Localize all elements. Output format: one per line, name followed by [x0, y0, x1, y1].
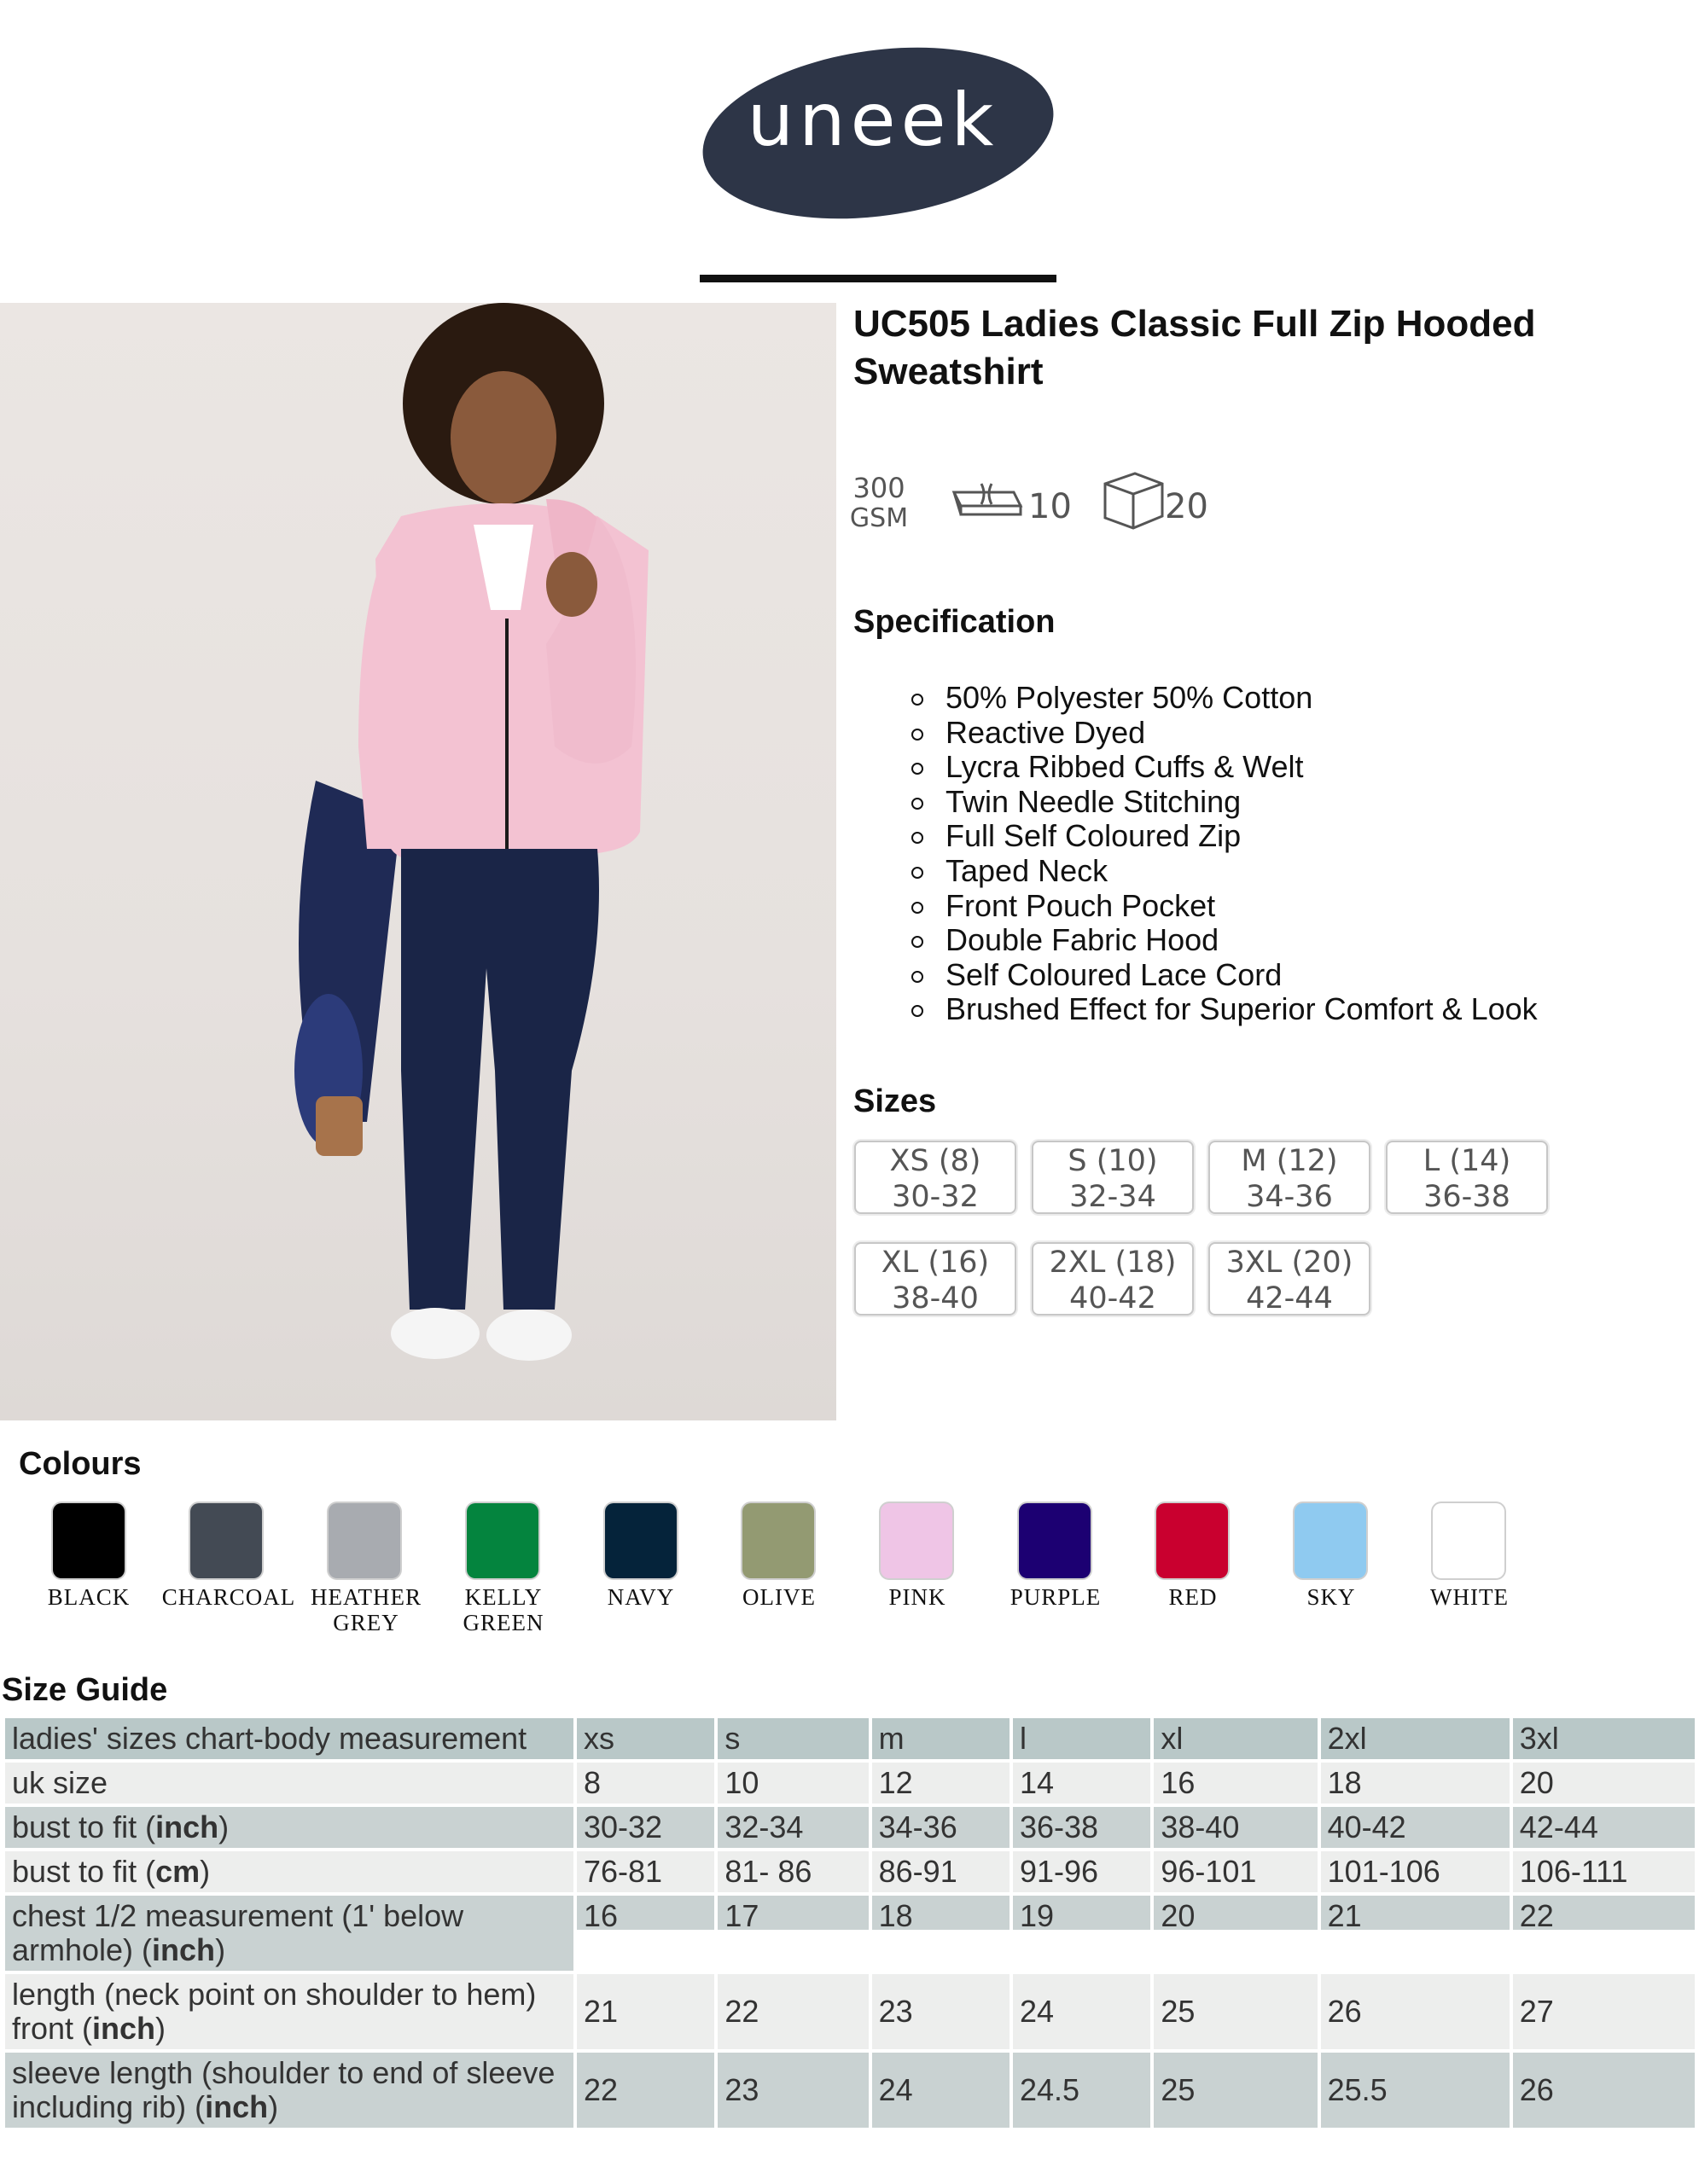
- table-cell: 24.5: [1013, 2053, 1150, 2128]
- spec-item: Self Coloured Lace Cord: [911, 958, 1538, 993]
- spec-item: 50% Polyester 50% Cotton: [911, 681, 1538, 716]
- table-cell: 20: [1154, 1896, 1317, 1971]
- size-range: 30-32: [892, 1180, 979, 1214]
- size-chip-3xl[interactable]: [1208, 1242, 1370, 1316]
- size-chip-s[interactable]: [1032, 1141, 1194, 1214]
- logo-text: uneek: [747, 78, 999, 163]
- table-cell: 14: [1013, 1763, 1150, 1804]
- product-title: UC505 Ladies Classic Full Zip Hooded Sweatshirt: [853, 303, 1536, 392]
- table-cell: 81- 86: [718, 1851, 868, 1892]
- swatch-label: NAVY: [607, 1584, 675, 1610]
- table-cell: 96-101: [1154, 1851, 1317, 1892]
- swatch-label: OLIVE: [742, 1584, 816, 1610]
- swatch-label: WHITE: [1430, 1584, 1509, 1610]
- size-label: M (12): [1241, 1144, 1338, 1178]
- table-row: [5, 1763, 1695, 1804]
- spec-item: Brushed Effect for Superior Comfort & Look: [911, 992, 1538, 1027]
- box-qty: 20: [1165, 487, 1208, 526]
- model-illustration: [0, 303, 836, 1420]
- swatch-pink[interactable]: [881, 1503, 952, 1578]
- sizes-heading: Sizes: [853, 1083, 937, 1119]
- spec-item: Front Pouch Pocket: [911, 889, 1538, 924]
- table-cell: 86-91: [872, 1851, 1010, 1892]
- table-cell: 25: [1154, 2053, 1317, 2128]
- size-range: 38-40: [892, 1281, 979, 1316]
- pack-icon: [954, 484, 1021, 514]
- size-chip-2xl[interactable]: [1032, 1242, 1194, 1316]
- table-header-cell: s: [718, 1718, 868, 1759]
- table-cell: 20: [1513, 1763, 1695, 1804]
- table-header-cell: m: [872, 1718, 1010, 1759]
- size-guide-heading: Size Guide: [2, 1672, 168, 1708]
- specification-list: [911, 681, 1538, 1027]
- swatch-kelly-green[interactable]: [467, 1503, 538, 1578]
- table-cell: 18: [1321, 1763, 1510, 1804]
- table-cell: 38-40: [1154, 1807, 1317, 1848]
- table-cell: 24: [872, 2053, 1010, 2128]
- pack-info: [849, 465, 1220, 533]
- swatch-white[interactable]: [1433, 1503, 1504, 1578]
- table-cell: 40-42: [1321, 1807, 1510, 1848]
- table-cell: 42-44: [1513, 1807, 1695, 1848]
- table-cell: 32-34: [718, 1807, 868, 1848]
- gsm-unit: GSM: [849, 503, 909, 533]
- size-label: XS (8): [889, 1144, 981, 1178]
- table-row: [5, 1807, 1695, 1848]
- table-cell: 26: [1513, 2053, 1695, 2128]
- table-header-row: [5, 1718, 1695, 1759]
- spec-item: Full Self Coloured Zip: [911, 819, 1538, 854]
- table-cell: 24: [1013, 1974, 1150, 2049]
- table-cell: 16: [577, 1896, 714, 1971]
- table-row: [5, 2053, 1695, 2128]
- row-label: bust to fit (inch): [5, 1807, 573, 1848]
- table-cell: 25.5: [1321, 2053, 1510, 2128]
- row-label: length (neck point on shoulder to hem) front (inch): [5, 1974, 573, 2049]
- size-label: XL (16): [881, 1246, 990, 1280]
- table-cell: 22: [1513, 1896, 1695, 1971]
- table-header-cell: ladies' sizes chart-body measurement: [5, 1718, 573, 1759]
- table-row: [5, 1974, 1695, 2049]
- swatch-label: HEATHER GREY: [311, 1584, 422, 1635]
- table-cell: 16: [1154, 1763, 1317, 1804]
- size-chip-l[interactable]: [1386, 1141, 1548, 1214]
- table-cell: 76-81: [577, 1851, 714, 1892]
- table-header-cell: 2xl: [1321, 1718, 1510, 1759]
- row-label: uk size: [5, 1763, 573, 1804]
- size-chip-m[interactable]: [1208, 1141, 1370, 1214]
- table-cell: 91-96: [1013, 1851, 1150, 1892]
- swatch-label: RED: [1168, 1584, 1218, 1610]
- swatch-sky[interactable]: [1295, 1503, 1366, 1578]
- table-cell: 22: [718, 1974, 868, 2049]
- uneek-logo: [698, 34, 1058, 220]
- logo-underline: [700, 275, 1056, 282]
- box-icon: [1105, 473, 1162, 528]
- table-cell: 18: [872, 1896, 1010, 1971]
- swatch-olive[interactable]: [742, 1503, 814, 1578]
- swatch-label: PURPLE: [1010, 1584, 1102, 1610]
- swatch-label: CHARCOAL: [161, 1584, 296, 1610]
- size-label: S (10): [1068, 1144, 1158, 1178]
- table-cell: 23: [872, 1974, 1010, 2049]
- table-row: [5, 1896, 1695, 1971]
- table-row: [5, 1851, 1695, 1892]
- swatch-purple[interactable]: [1019, 1503, 1091, 1578]
- table-cell: 22: [577, 2053, 714, 2128]
- table-header-cell: xs: [577, 1718, 714, 1759]
- table-cell: 10: [718, 1763, 868, 1804]
- gsm-value: 300: [852, 472, 905, 504]
- size-guide-table: [2, 1715, 1698, 2131]
- size-chip-xl[interactable]: [854, 1242, 1016, 1316]
- row-label: sleeve length (shoulder to end of sleeve including rib) (inch): [5, 2053, 573, 2128]
- table-cell: 27: [1513, 1974, 1695, 2049]
- specification-heading: Specification: [853, 604, 1056, 640]
- table-cell: 36-38: [1013, 1807, 1150, 1848]
- swatch-label: BLACK: [47, 1584, 131, 1610]
- table-header-cell: xl: [1154, 1718, 1317, 1759]
- spec-item: Reactive Dyed: [911, 716, 1538, 751]
- swatch-label: PINK: [888, 1584, 946, 1610]
- size-label: 2XL (18): [1049, 1246, 1177, 1280]
- swatch-navy[interactable]: [605, 1503, 677, 1578]
- swatch-red[interactable]: [1156, 1503, 1228, 1578]
- table-cell: 21: [1321, 1896, 1510, 1971]
- swatch-heather-grey[interactable]: [329, 1503, 400, 1578]
- swatch-label: SKY: [1306, 1584, 1356, 1610]
- table-cell: 23: [718, 2053, 868, 2128]
- row-label: bust to fit (cm): [5, 1851, 573, 1892]
- row-label: chest 1/2 measurement (1' below armhole) (inch): [5, 1896, 573, 1971]
- size-range: 36-38: [1423, 1180, 1510, 1214]
- table-header-cell: l: [1013, 1718, 1150, 1759]
- table-cell: 106-111: [1513, 1851, 1695, 1892]
- swatch-black[interactable]: [53, 1503, 125, 1578]
- spec-item: Double Fabric Hood: [911, 923, 1538, 958]
- colours-heading: Colours: [19, 1446, 142, 1482]
- spec-item: Twin Needle Stitching: [911, 785, 1538, 820]
- table-cell: 25: [1154, 1974, 1317, 2049]
- spec-item: Taped Neck: [911, 854, 1538, 889]
- product-photo: [0, 303, 836, 1420]
- size-chip-xs[interactable]: [854, 1141, 1016, 1214]
- table-cell: 26: [1321, 1974, 1510, 2049]
- table-cell: 21: [577, 1974, 714, 2049]
- table-cell: 8: [577, 1763, 714, 1804]
- size-range: 42-44: [1246, 1281, 1333, 1316]
- table-cell: 19: [1013, 1896, 1150, 1971]
- table-cell: 12: [872, 1763, 1010, 1804]
- table-cell: 17: [718, 1896, 868, 1971]
- table-cell: 34-36: [872, 1807, 1010, 1848]
- swatch-charcoal[interactable]: [190, 1503, 262, 1578]
- size-label: L (14): [1423, 1144, 1511, 1178]
- size-label: 3XL (20): [1225, 1246, 1353, 1280]
- size-range: 40-42: [1069, 1281, 1156, 1316]
- table-cell: 30-32: [577, 1807, 714, 1848]
- size-range: 34-36: [1246, 1180, 1333, 1214]
- spec-item: Lycra Ribbed Cuffs & Welt: [911, 750, 1538, 785]
- swatch-label: KELLY GREEN: [463, 1584, 544, 1635]
- size-range: 32-34: [1069, 1180, 1156, 1214]
- table-header-cell: 3xl: [1513, 1718, 1695, 1759]
- pack-qty: 10: [1028, 487, 1072, 526]
- table-cell: 101-106: [1321, 1851, 1510, 1892]
